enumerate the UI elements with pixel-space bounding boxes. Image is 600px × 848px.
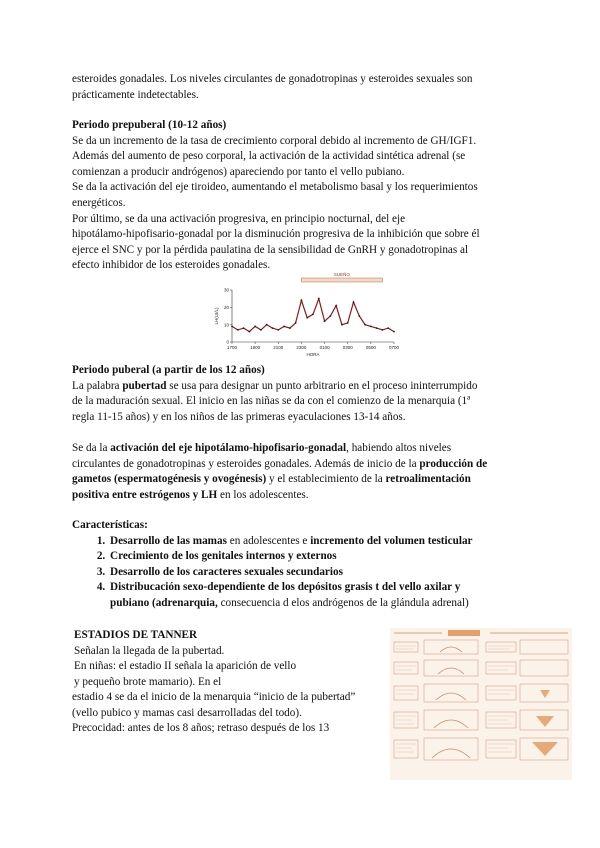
y-tick-label: 10 bbox=[223, 322, 229, 328]
chart-title: SUEÑO bbox=[333, 272, 350, 277]
lh-data-point bbox=[260, 329, 262, 331]
puberal-heading: Periodo puberal (a partir de los 12 años) bbox=[72, 364, 265, 376]
x-tick-label: 0300 bbox=[342, 345, 353, 350]
lh-data-point bbox=[324, 320, 326, 322]
lh-data-point bbox=[277, 329, 279, 331]
figure-background bbox=[390, 628, 572, 780]
list-item: 2. Crecimiento de los genitales internos y externos bbox=[108, 549, 532, 565]
lh-data-point bbox=[364, 324, 366, 326]
lh-data-point bbox=[312, 313, 314, 315]
tanner-section: ESTADIOS DE TANNER Señalan la llegada de la pubertad. En niñas: el estadio II señala la aparición de vello y pequeño brote mamario). En el bbox=[74, 628, 374, 690]
lh-data-point bbox=[358, 315, 360, 317]
lh-secretion-chart bbox=[212, 272, 402, 360]
lh-data-point bbox=[329, 315, 331, 317]
lh-data-point bbox=[231, 326, 233, 328]
intro-paragraph: esteroides gonadales. Los niveles circulantes de gonadotropinas y esteroides sexuales son prácticamente indetectables. bbox=[72, 73, 473, 101]
caracteristicas-heading: Características: bbox=[72, 519, 148, 531]
puberal-section: Periodo puberal (a partir de los 12 años) La palabra pubertad se usa para designar un punto arbitrario en el proceso ininterrumpido de la maduración sexual. El inicio en las niñas se da con el comienzo de la menarquia (1ª regla 11-15 años) y en los niños de las primeras eyaculaciones 13-14 años. Se da la activación del eje hipotálamo-hipofisario-gonadal, habiendo altos niveles circulantes de gonadotropinas y esteroides gonadales. Además de inicio de la producción de gametos (espermatogénesis y ovogénesis) y el establecimiento de la retroalimentación positiva entre estrógenos y LH en los adolescentes. bbox=[72, 363, 532, 503]
lh-data-point bbox=[393, 331, 395, 333]
y-tick-label: 30 bbox=[223, 287, 229, 293]
lh-data-point bbox=[306, 317, 308, 319]
tanner-continued: estadio 4 se da el inicio de la menarquia “inicio de la pubertad” (vello pubico y mamas casi desarrolladas del todo). Precocidad: antes de los 8 años; retraso después de los 13 bbox=[72, 691, 356, 735]
lh-data-point bbox=[387, 327, 389, 329]
lh-data-point bbox=[347, 322, 349, 324]
x-tick-label: 2300 bbox=[296, 345, 307, 350]
sleep-bar bbox=[301, 278, 382, 282]
x-tick-label: 0700 bbox=[388, 345, 400, 350]
lh-data-point bbox=[295, 322, 297, 324]
lh-data-point bbox=[370, 326, 372, 328]
y-tick-label: 20 bbox=[223, 304, 229, 310]
prepuberal-section: Periodo prepuberal (10-12 años) Se da un incremento de la tasa de crecimiento corporal debido al incremento de GH/IGF1. Además del aumento de peso corporal, la activación de la actividad sintética adrenal (se comienzan a producir andrógenos) apareciendo por tanto el vello pubiano. Se da la activación del eje tiroideo, aumentando el metabolismo basal y los requerimientos energéticos. Por último, se da una activación progresiva, en principio nocturnal, del eje hipotálamo-hipofisario-gonadal por la disminución progresiva de la inhibición que sobre él ejerce el SNC y por la pérdida paulatina de la sensibilidad de GnRH y gonadotropinas al efecto inhibidor de los esteroides gonadales. bbox=[72, 118, 532, 274]
lh-data-point bbox=[266, 324, 268, 326]
x-tick-label: 0100 bbox=[319, 345, 330, 350]
list-item: 3. Desarrollo de los caracteres sexuales secundarios bbox=[108, 565, 532, 581]
x-tick-label: 0500 bbox=[365, 345, 376, 350]
lh-data-point bbox=[243, 327, 245, 329]
caracteristicas-list bbox=[72, 534, 532, 612]
lh-data-point bbox=[237, 329, 239, 331]
x-tick-label: 1900 bbox=[250, 345, 261, 350]
lh-data-point bbox=[376, 327, 378, 329]
lh-data-point bbox=[341, 324, 343, 326]
lh-data-point bbox=[283, 326, 285, 328]
prepuberal-heading: Periodo prepuberal (10-12 años) bbox=[72, 119, 227, 131]
list-item: 1. Desarrollo de las mamas en adolescentes e incremento del volumen testicular bbox=[108, 534, 532, 550]
lh-data-point bbox=[353, 301, 355, 303]
lh-data-point bbox=[301, 300, 303, 302]
tanner-heading: ESTADIOS DE TANNER bbox=[74, 629, 198, 641]
y-axis-label: LH(UI/L) bbox=[214, 307, 219, 325]
lh-data-point bbox=[248, 331, 250, 333]
lh-data-point bbox=[382, 329, 384, 331]
lh-data-point bbox=[335, 305, 337, 307]
list-item: 4. Distribucación sexo-dependiente de los depósitos grasis t del vello axilar y pubiano (adrenarquia, consecuencia d elos andrógenos de la glándula adrenal) bbox=[108, 580, 532, 611]
x-tick-label: 1700 bbox=[226, 345, 238, 350]
x-axis-label: HORA bbox=[306, 352, 320, 357]
caracteristicas-section bbox=[72, 518, 532, 612]
lh-data-point bbox=[318, 298, 320, 300]
figure-header-bar bbox=[448, 630, 480, 636]
lh-data-point bbox=[272, 327, 274, 329]
y-tick-label: 0 bbox=[226, 339, 229, 345]
lh-data-point bbox=[254, 326, 256, 328]
x-tick-label: 2100 bbox=[273, 345, 284, 350]
lh-data-point bbox=[289, 327, 291, 329]
tanner-stages-figure bbox=[390, 628, 572, 780]
